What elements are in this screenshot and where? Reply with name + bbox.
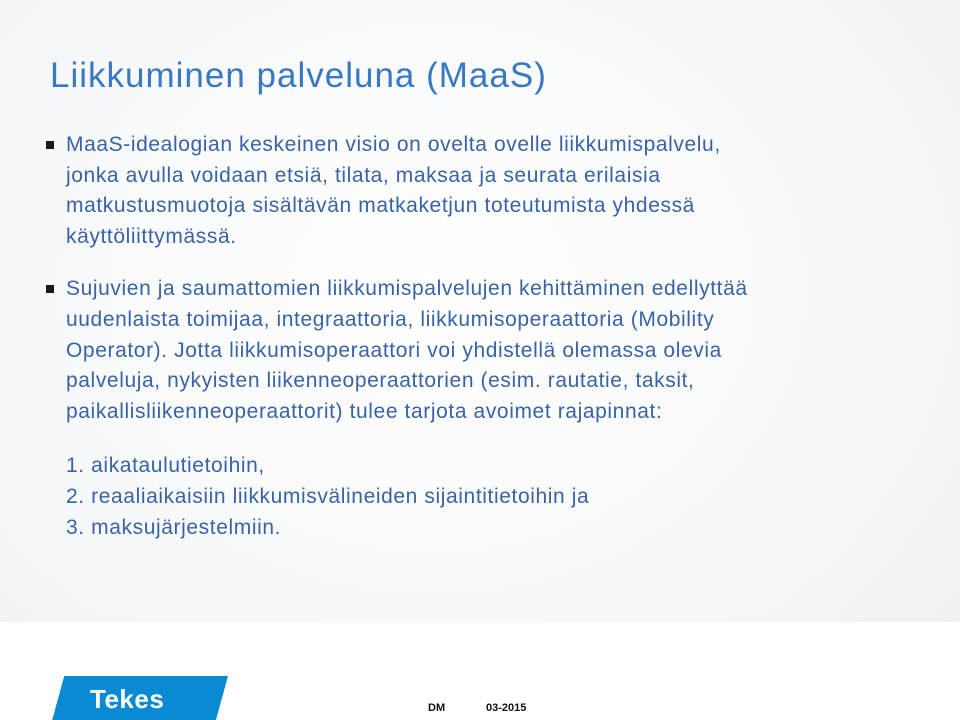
square-bullet-icon bbox=[46, 285, 54, 293]
bullet-line: matkustusmuotoja sisältävän matkaketjun toteutumista yhdessä bbox=[66, 194, 695, 218]
bullet-line: Operator). Jotta liikkumisoperaattori voi yhdistellä olemassa olevia bbox=[66, 338, 722, 362]
square-bullet-icon bbox=[46, 141, 54, 149]
bullet-line: jonka avulla voidaan etsiä, tilata, maksaa ja seurata erilaisia bbox=[66, 163, 661, 187]
bullet-line: palveluja, nykyisten liikenneoperaattorien (esim. rautatie, taksit, bbox=[66, 369, 695, 393]
bullet-line: käyttöliittymässä. bbox=[66, 224, 237, 248]
tekes-logo-text: Tekes bbox=[90, 684, 165, 714]
footer-date: 03-2015 bbox=[486, 702, 527, 714]
bullet-mobility-operator bbox=[46, 274, 926, 427]
footer-author: DM bbox=[428, 702, 446, 714]
list-item: 3. maksujärjestelmiin. bbox=[66, 515, 282, 539]
bullet-line: uudenlaista toimijaa, integraattoria, liikkumisoperaattoria (Mobility bbox=[66, 307, 715, 331]
bullet-maas-vision bbox=[46, 130, 926, 252]
bullet-line: Sujuvien ja saumattomien liikkumispalvelujen kehittäminen edellyttää bbox=[66, 277, 748, 301]
slide-title: Liikkuminen palveluna (MaaS) bbox=[50, 56, 547, 95]
list-item: 2. reaaliaikaisiin liikkumisvälineiden sijaintitietoihin ja bbox=[66, 484, 590, 508]
slide-content bbox=[46, 130, 926, 543]
list-item: 1. aikataulutietoihin, bbox=[66, 454, 265, 478]
open-interfaces-list bbox=[46, 451, 926, 543]
slide-footer bbox=[0, 622, 960, 720]
tekes-logo bbox=[50, 676, 228, 720]
bullet-line: MaaS-idealogian keskeinen visio on ovelta ovelle liikkumispalvelu, bbox=[66, 133, 721, 156]
bullet-line: paikallisliikenneoperaattorit) tulee tarjota avoimet rajapinnat: bbox=[66, 399, 663, 423]
